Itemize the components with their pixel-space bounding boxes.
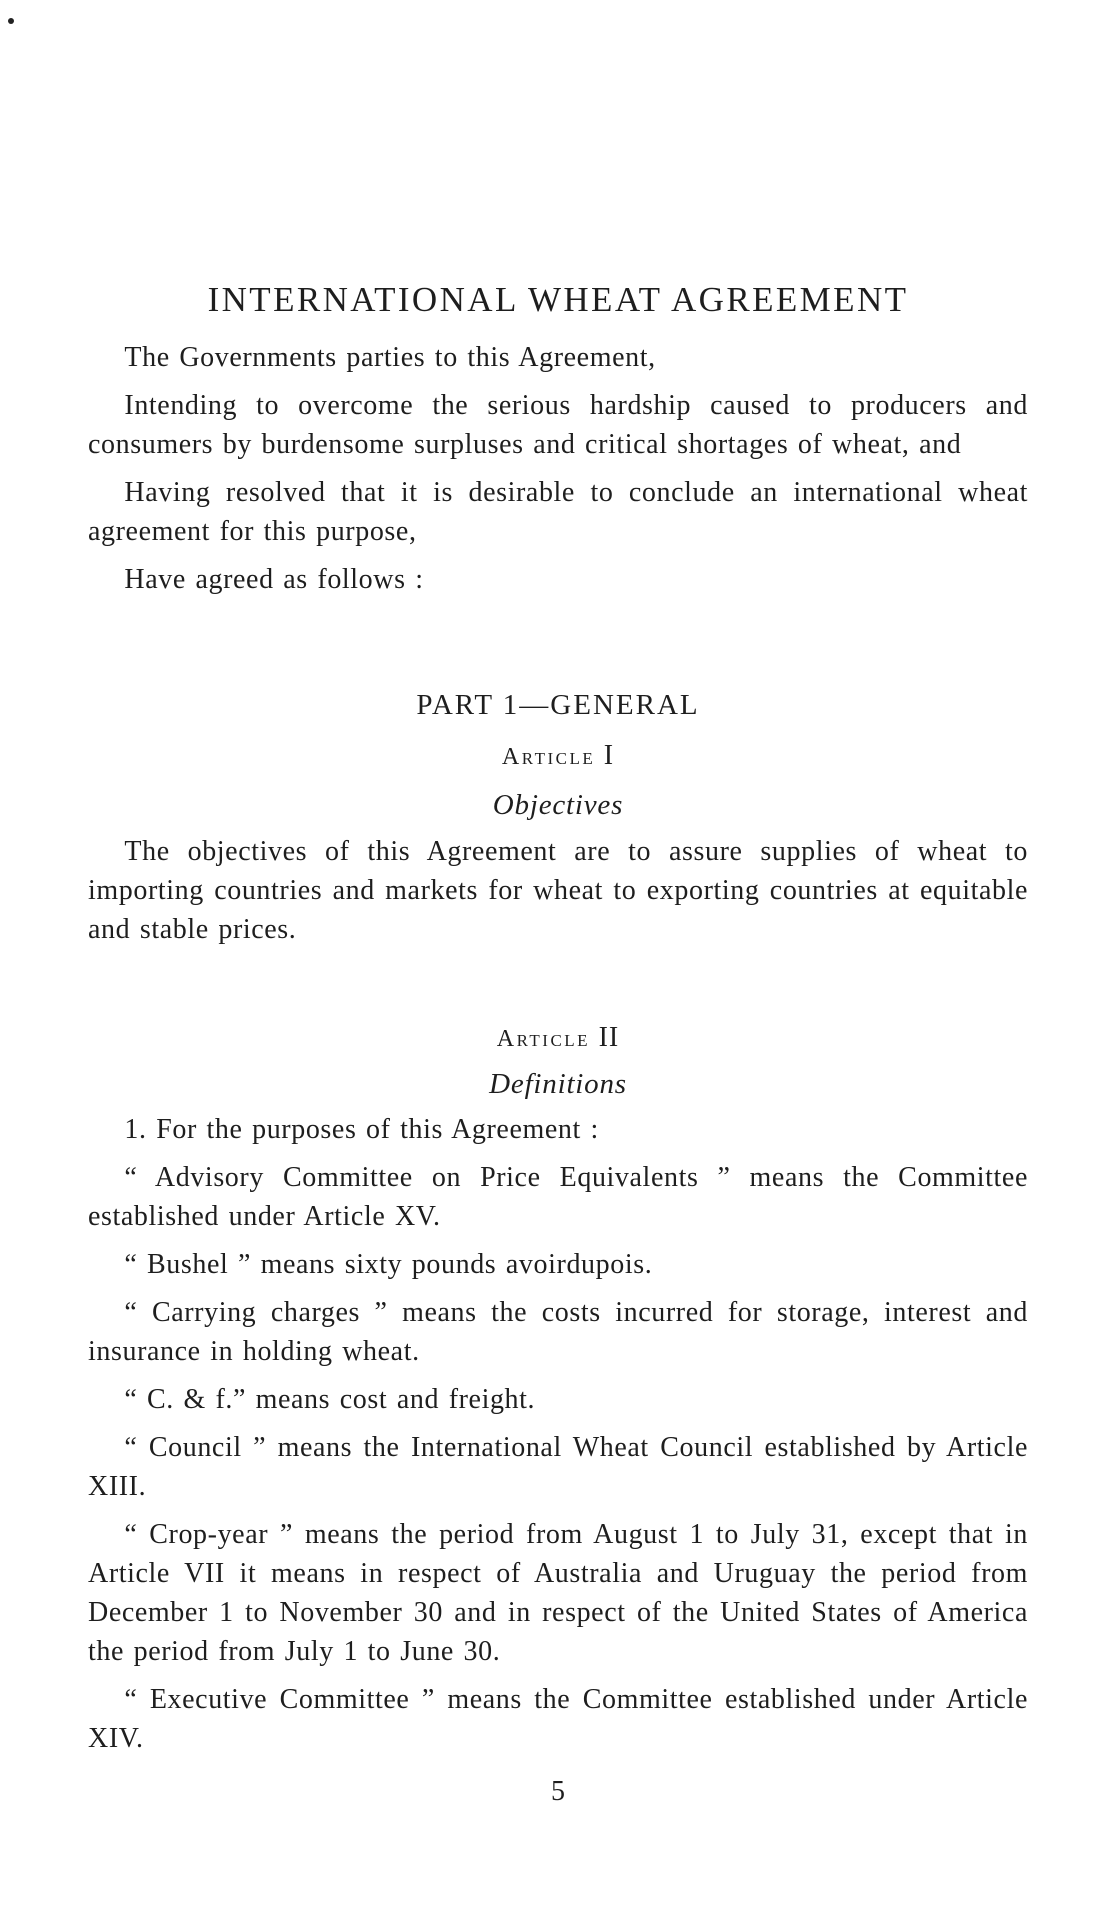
definition-c-and-f: “ C. & f.” means cost and freight.	[124, 1384, 536, 1415]
part-heading: PART 1—GENERAL	[416, 689, 700, 721]
article-number: I	[603, 740, 615, 771]
article-number: II	[598, 1022, 620, 1053]
preamble-line: Intending to overcome the serious hardship caused to producers and consumers by burdensome surpluses and critical shortages of wheat, and	[88, 390, 1028, 460]
preamble-line: The Governments parties to this Agreement,	[124, 342, 656, 373]
article-2-heading	[88, 1020, 1028, 1057]
document-title: INTERNATIONAL WHEAT AGREEMENT	[207, 280, 909, 319]
definitions-intro: 1. For the purposes of this Agreement :	[124, 1114, 599, 1145]
definition-carrying-charges: “ Carrying charges ” means the costs incurred for storage, interest and insurance in holding wheat.	[88, 1297, 1028, 1367]
preamble	[88, 338, 1028, 608]
article-2-body	[88, 1110, 1028, 1767]
article-1-text: The objectives of this Agreement are to assure supplies of wheat to importing countries and markets for wheat to exporting countries at equitable and stable prices.	[88, 836, 1028, 945]
article-label: Article	[496, 1026, 591, 1052]
definition-bushel: “ Bushel ” means sixty pounds avoirdupois.	[124, 1249, 653, 1280]
page-number: 5	[551, 1776, 565, 1807]
preamble-line: Have agreed as follows :	[124, 564, 424, 595]
article-label: Article	[501, 744, 596, 770]
article-2-title: Definitions	[489, 1068, 627, 1100]
article-1-body	[88, 832, 1028, 958]
preamble-line: Having resolved that it is desirable to conclude an international wheat agreement for this purpose,	[88, 477, 1028, 547]
definition-executive-committee: “ Executive Committee ” means the Committee established under Article XIV.	[88, 1684, 1028, 1754]
definition-crop-year: “ Crop-year ” means the period from August 1 to July 31, except that in Article VII it means in respect of Australia and Uruguay the period from December 1 to November 30 and in respect of the United States of America the period from July 1 to June 30.	[88, 1519, 1028, 1667]
article-1-title: Objectives	[492, 789, 624, 821]
scan-speck	[8, 18, 14, 24]
definition-advisory-committee: “ Advisory Committee on Price Equivalents ” means the Committee established under Article XV.	[88, 1162, 1028, 1232]
article-1-heading	[88, 738, 1028, 775]
definition-council: “ Council ” means the International Wheat Council established by Article XIII.	[88, 1432, 1028, 1502]
